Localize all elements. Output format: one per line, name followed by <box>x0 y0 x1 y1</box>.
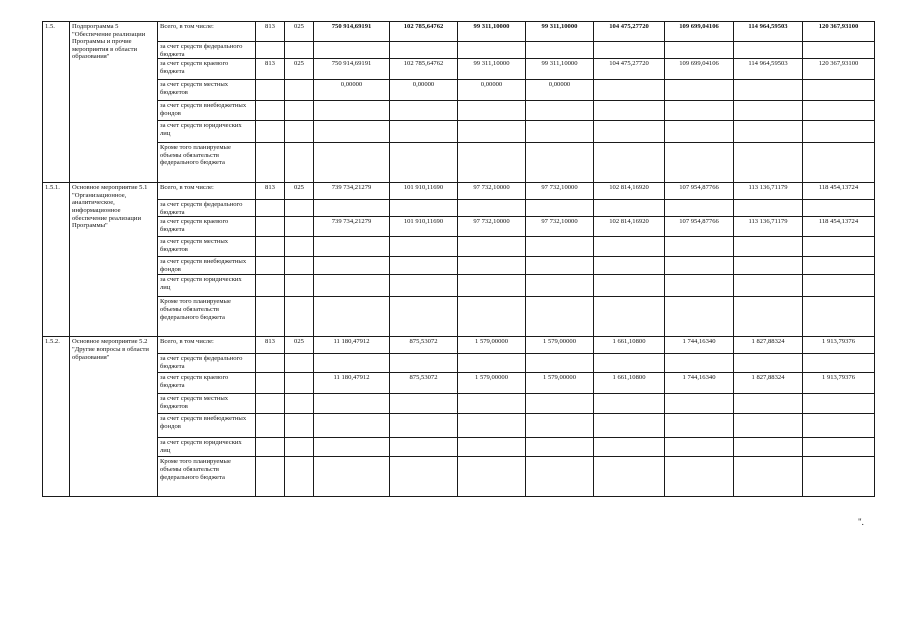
amount-cell <box>458 354 526 373</box>
table-row <box>43 183 875 200</box>
table-row <box>43 42 875 59</box>
table-row <box>43 438 875 457</box>
amount-cell <box>458 275 526 297</box>
grbs-code <box>256 297 285 337</box>
amount-cell: 1 827,88324 <box>734 337 803 354</box>
amount-cell <box>526 394 594 414</box>
table-row <box>43 337 875 354</box>
amount-cell: 99 311,10000 <box>458 22 526 42</box>
grbs-code <box>256 143 285 183</box>
amount-cell <box>803 200 875 217</box>
section-code <box>285 42 314 59</box>
table-row <box>43 59 875 80</box>
amount-cell <box>594 200 665 217</box>
table-row <box>43 143 875 183</box>
amount-cell <box>594 42 665 59</box>
amount-cell <box>526 200 594 217</box>
funding-source: за счет средств юридических лиц <box>158 275 256 297</box>
amount-cell <box>594 237 665 257</box>
amount-cell: 1 579,00000 <box>458 373 526 394</box>
amount-cell: 101 910,11690 <box>390 217 458 237</box>
section-code <box>285 394 314 414</box>
grbs-code <box>256 457 285 497</box>
funding-source: Кроме того планируемые объемы обязательств федерального бюджета <box>158 297 256 337</box>
amount-cell <box>526 354 594 373</box>
section-code <box>285 297 314 337</box>
amount-cell <box>734 275 803 297</box>
amount-cell <box>314 257 390 275</box>
amount-cell: 113 136,71179 <box>734 183 803 200</box>
amount-cell: 1 579,00000 <box>458 337 526 354</box>
grbs-code <box>256 217 285 237</box>
amount-cell: 1 661,10800 <box>594 337 665 354</box>
amount-cell: 114 964,59503 <box>734 22 803 42</box>
amount-cell: 97 732,10000 <box>458 217 526 237</box>
table-row <box>43 275 875 297</box>
amount-cell: 102 785,64762 <box>390 59 458 80</box>
amount-cell: 0,00000 <box>458 80 526 101</box>
section-number: 1.5.2. <box>43 337 70 497</box>
amount-cell <box>390 394 458 414</box>
grbs-code: 813 <box>256 22 285 42</box>
amount-cell <box>734 354 803 373</box>
amount-cell <box>665 457 734 497</box>
grbs-code <box>256 121 285 143</box>
funding-source: за счет средств краевого бюджета <box>158 373 256 394</box>
amount-cell <box>458 297 526 337</box>
section-code: 025 <box>285 183 314 200</box>
table-row <box>43 22 875 42</box>
section-code <box>285 217 314 237</box>
table-row <box>43 80 875 101</box>
amount-cell <box>314 354 390 373</box>
amount-cell: 120 367,93100 <box>803 22 875 42</box>
amount-cell <box>803 275 875 297</box>
funding-source: за счет средств местных бюджетов <box>158 80 256 101</box>
amount-cell <box>734 257 803 275</box>
section-code <box>285 373 314 394</box>
section-code <box>285 143 314 183</box>
table-row <box>43 257 875 275</box>
table-row <box>43 297 875 337</box>
amount-cell <box>594 143 665 183</box>
amount-cell: 1 913,79376 <box>803 337 875 354</box>
amount-cell <box>665 394 734 414</box>
amount-cell <box>390 275 458 297</box>
amount-cell <box>803 121 875 143</box>
amount-cell: 107 954,87766 <box>665 183 734 200</box>
amount-cell <box>803 101 875 121</box>
amount-cell <box>458 414 526 438</box>
amount-cell <box>390 354 458 373</box>
grbs-code <box>256 80 285 101</box>
budget-table <box>42 21 875 497</box>
amount-cell <box>526 237 594 257</box>
amount-cell: 1 744,16340 <box>665 337 734 354</box>
section-number: 1.5.1. <box>43 183 70 337</box>
amount-cell <box>526 121 594 143</box>
amount-cell <box>526 42 594 59</box>
amount-cell <box>314 297 390 337</box>
amount-cell: 99 311,10000 <box>526 22 594 42</box>
amount-cell: 97 732,10000 <box>526 183 594 200</box>
amount-cell <box>734 80 803 101</box>
section-code <box>285 354 314 373</box>
amount-cell <box>458 42 526 59</box>
amount-cell: 109 699,04106 <box>665 59 734 80</box>
funding-source: за счет средств федерального бюджета <box>158 42 256 59</box>
amount-cell <box>665 121 734 143</box>
table-row <box>43 200 875 217</box>
amount-cell: 750 914,69191 <box>314 59 390 80</box>
amount-cell: 0,00000 <box>526 80 594 101</box>
section-code <box>285 80 314 101</box>
section-code <box>285 414 314 438</box>
amount-cell <box>390 237 458 257</box>
grbs-code <box>256 354 285 373</box>
amount-cell <box>734 143 803 183</box>
section-code <box>285 237 314 257</box>
funding-source: за счет средств местных бюджетов <box>158 237 256 257</box>
amount-cell <box>390 457 458 497</box>
amount-cell: 875,53072 <box>390 337 458 354</box>
amount-cell <box>734 42 803 59</box>
amount-cell: 875,53072 <box>390 373 458 394</box>
amount-cell: 113 136,71179 <box>734 217 803 237</box>
amount-cell <box>665 354 734 373</box>
amount-cell <box>526 414 594 438</box>
funding-source: за счет средств федерального бюджета <box>158 200 256 217</box>
amount-cell <box>314 143 390 183</box>
amount-cell: 750 914,69191 <box>314 22 390 42</box>
amount-cell: 1 579,00000 <box>526 373 594 394</box>
amount-cell: 99 311,10000 <box>458 59 526 80</box>
amount-cell <box>665 42 734 59</box>
amount-cell <box>458 101 526 121</box>
amount-cell: 1 744,16340 <box>665 373 734 394</box>
amount-cell <box>458 257 526 275</box>
section-code <box>285 257 314 275</box>
amount-cell <box>526 297 594 337</box>
funding-source: за счет средств внебюджетных фондов <box>158 257 256 275</box>
table-row <box>43 237 875 257</box>
amount-cell: 120 367,93100 <box>803 59 875 80</box>
grbs-code <box>256 257 285 275</box>
grbs-code <box>256 414 285 438</box>
amount-cell <box>665 101 734 121</box>
amount-cell <box>803 42 875 59</box>
amount-cell <box>594 121 665 143</box>
grbs-code: 813 <box>256 59 285 80</box>
amount-cell <box>390 143 458 183</box>
closing-quote-mark: ". <box>858 517 864 527</box>
amount-cell <box>390 414 458 438</box>
grbs-code <box>256 200 285 217</box>
amount-cell <box>526 457 594 497</box>
amount-cell: 102 814,16920 <box>594 217 665 237</box>
amount-cell <box>526 101 594 121</box>
funding-source: Кроме того планируемые объемы обязательств федерального бюджета <box>158 143 256 183</box>
grbs-code <box>256 42 285 59</box>
amount-cell <box>734 121 803 143</box>
amount-cell <box>314 200 390 217</box>
amount-cell <box>314 237 390 257</box>
grbs-code <box>256 237 285 257</box>
grbs-code <box>256 373 285 394</box>
amount-cell: 104 475,27720 <box>594 59 665 80</box>
amount-cell <box>665 143 734 183</box>
amount-cell <box>594 297 665 337</box>
amount-cell <box>734 200 803 217</box>
funding-source: Всего, в том числе: <box>158 337 256 354</box>
amount-cell <box>734 457 803 497</box>
amount-cell <box>665 257 734 275</box>
amount-cell <box>734 101 803 121</box>
amount-cell <box>390 101 458 121</box>
amount-cell: 1 661,10800 <box>594 373 665 394</box>
amount-cell <box>526 143 594 183</box>
amount-cell: 739 734,21279 <box>314 217 390 237</box>
table-row <box>43 394 875 414</box>
amount-cell <box>734 438 803 457</box>
amount-cell <box>594 275 665 297</box>
amount-cell <box>458 121 526 143</box>
amount-cell <box>390 257 458 275</box>
amount-cell: 109 699,04106 <box>665 22 734 42</box>
table-row <box>43 101 875 121</box>
amount-cell <box>803 143 875 183</box>
amount-cell <box>390 42 458 59</box>
amount-cell <box>665 237 734 257</box>
amount-cell <box>390 297 458 337</box>
amount-cell: 1 579,00000 <box>526 337 594 354</box>
amount-cell <box>458 457 526 497</box>
amount-cell <box>314 121 390 143</box>
amount-cell: 104 475,27720 <box>594 22 665 42</box>
amount-cell <box>734 297 803 337</box>
section-name: Подпрограмма 5 "Обеспечение реализации Программы и прочие мероприятия в области образования" <box>70 22 158 183</box>
grbs-code <box>256 438 285 457</box>
funding-source: за счет средств внебюджетных фондов <box>158 101 256 121</box>
amount-cell <box>458 394 526 414</box>
amount-cell <box>594 354 665 373</box>
amount-cell <box>734 394 803 414</box>
amount-cell <box>594 101 665 121</box>
amount-cell: 97 732,10000 <box>458 183 526 200</box>
funding-source: за счет средств краевого бюджета <box>158 59 256 80</box>
amount-cell <box>594 80 665 101</box>
grbs-code: 813 <box>256 183 285 200</box>
amount-cell: 11 180,47912 <box>314 373 390 394</box>
section-code <box>285 438 314 457</box>
amount-cell: 118 454,13724 <box>803 183 875 200</box>
amount-cell <box>803 457 875 497</box>
table-row <box>43 354 875 373</box>
amount-cell: 107 954,87766 <box>665 217 734 237</box>
funding-source: за счет средств юридических лиц <box>158 438 256 457</box>
amount-cell <box>594 438 665 457</box>
section-code: 025 <box>285 22 314 42</box>
funding-source: Всего, в том числе: <box>158 183 256 200</box>
amount-cell <box>665 275 734 297</box>
amount-cell <box>314 101 390 121</box>
section-name: Основное мероприятие 5.2 "Другие вопросы в области образования" <box>70 337 158 497</box>
funding-source: за счет средств федерального бюджета <box>158 354 256 373</box>
amount-cell <box>314 414 390 438</box>
section-code <box>285 457 314 497</box>
section-code <box>285 121 314 143</box>
amount-cell: 97 732,10000 <box>526 217 594 237</box>
amount-cell <box>390 438 458 457</box>
funding-source: за счет средств внебюджетных фондов <box>158 414 256 438</box>
amount-cell <box>665 200 734 217</box>
table-row <box>43 414 875 438</box>
grbs-code <box>256 394 285 414</box>
amount-cell <box>458 143 526 183</box>
grbs-code <box>256 275 285 297</box>
funding-source: за счет средств юридических лиц <box>158 121 256 143</box>
amount-cell: 1 913,79376 <box>803 373 875 394</box>
amount-cell <box>803 257 875 275</box>
funding-source: Кроме того планируемые объемы обязательств федерального бюджета <box>158 457 256 497</box>
amount-cell: 739 734,21279 <box>314 183 390 200</box>
amount-cell <box>594 457 665 497</box>
amount-cell <box>803 297 875 337</box>
amount-cell <box>594 257 665 275</box>
amount-cell <box>314 42 390 59</box>
amount-cell <box>803 438 875 457</box>
amount-cell <box>526 438 594 457</box>
amount-cell <box>458 237 526 257</box>
amount-cell <box>665 297 734 337</box>
table-row <box>43 217 875 237</box>
amount-cell <box>390 200 458 217</box>
amount-cell <box>314 394 390 414</box>
amount-cell <box>734 414 803 438</box>
section-code <box>285 101 314 121</box>
amount-cell: 114 964,59503 <box>734 59 803 80</box>
amount-cell <box>665 80 734 101</box>
amount-cell: 101 910,11690 <box>390 183 458 200</box>
amount-cell <box>803 80 875 101</box>
funding-source: Всего, в том числе: <box>158 22 256 42</box>
amount-cell <box>803 354 875 373</box>
amount-cell: 102 814,16920 <box>594 183 665 200</box>
funding-source: за счет средств краевого бюджета <box>158 217 256 237</box>
amount-cell <box>665 438 734 457</box>
table-row <box>43 121 875 143</box>
amount-cell <box>390 121 458 143</box>
amount-cell <box>458 200 526 217</box>
amount-cell <box>665 414 734 438</box>
section-code <box>285 275 314 297</box>
section-code: 025 <box>285 337 314 354</box>
amount-cell: 102 785,64762 <box>390 22 458 42</box>
amount-cell: 99 311,10000 <box>526 59 594 80</box>
amount-cell: 0,00000 <box>390 80 458 101</box>
amount-cell <box>314 275 390 297</box>
grbs-code: 813 <box>256 337 285 354</box>
table-row <box>43 457 875 497</box>
amount-cell <box>734 237 803 257</box>
amount-cell: 0,00000 <box>314 80 390 101</box>
amount-cell <box>526 257 594 275</box>
amount-cell <box>803 414 875 438</box>
amount-cell: 118 454,13724 <box>803 217 875 237</box>
section-code <box>285 200 314 217</box>
funding-source: за счет средств местных бюджетов <box>158 394 256 414</box>
amount-cell <box>314 457 390 497</box>
grbs-code <box>256 101 285 121</box>
table-row <box>43 373 875 394</box>
amount-cell: 1 827,88324 <box>734 373 803 394</box>
amount-cell <box>594 414 665 438</box>
section-name: Основное мероприятие 5.1 "Организационное, аналитическое, информационное обеспечение реализации Программы" <box>70 183 158 337</box>
amount-cell <box>803 394 875 414</box>
amount-cell <box>526 275 594 297</box>
amount-cell <box>803 237 875 257</box>
section-number: 1.5. <box>43 22 70 183</box>
section-code: 025 <box>285 59 314 80</box>
amount-cell <box>458 438 526 457</box>
amount-cell <box>594 394 665 414</box>
amount-cell: 11 180,47912 <box>314 337 390 354</box>
amount-cell <box>314 438 390 457</box>
